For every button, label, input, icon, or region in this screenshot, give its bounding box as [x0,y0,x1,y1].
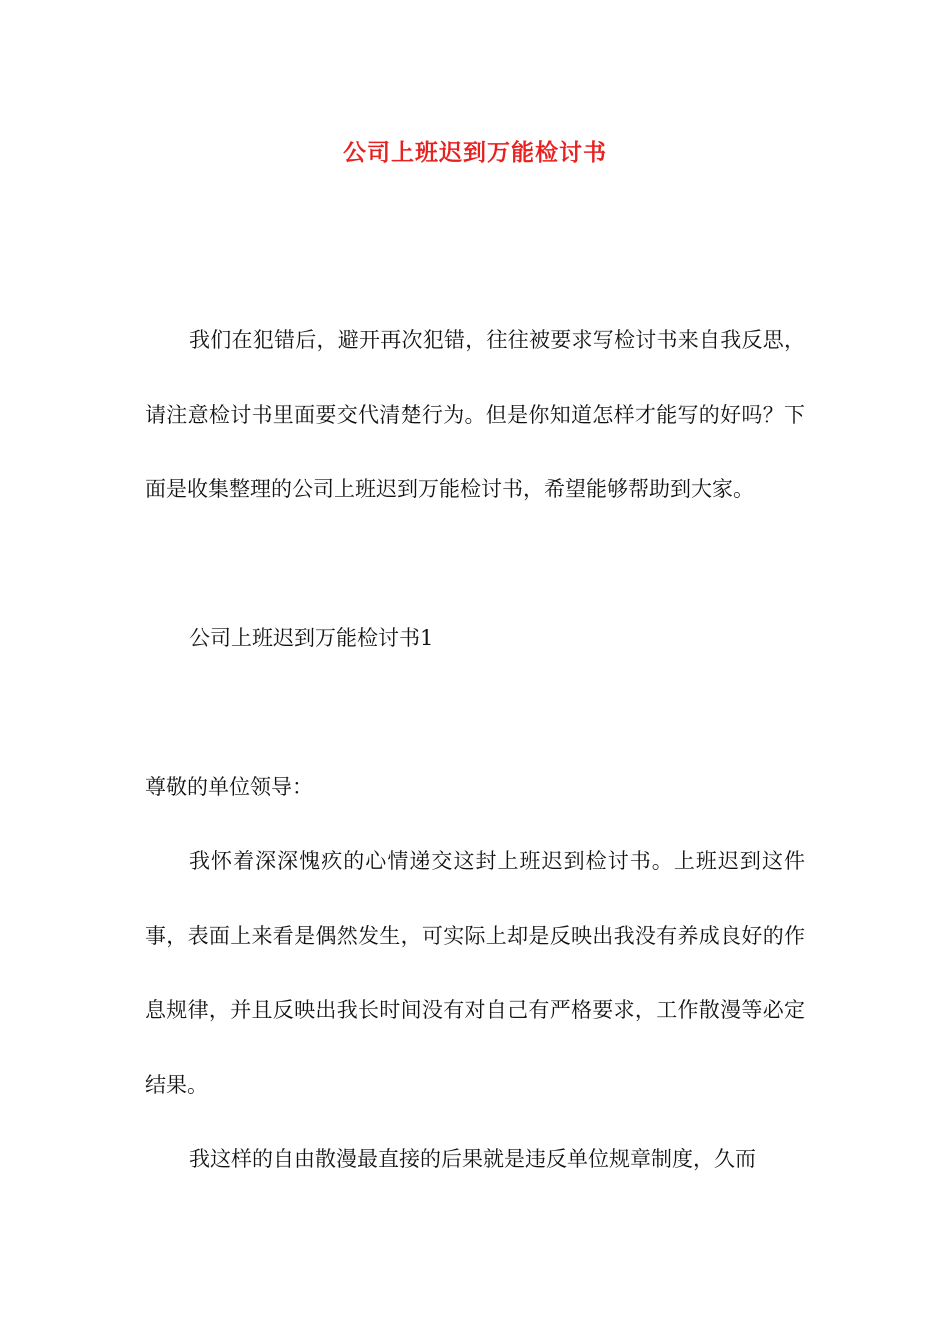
body-paragraph: 我怀着深深愧疚的心情递交这封上班迟到检讨书。上班迟到这件事，表面上来看是偶然发生，可实际上却是反映出我没有养成良好的作息规律，并且反映出我长时间没有对自己有严格要求，工作散漫等必定结果。 [145,849,805,1097]
body-paragraph: 我这样的自由散漫最直接的后果就是违反单位规章制度，久而 [189,1147,756,1171]
salutation: 尊敬的单位领导： [145,775,313,799]
section-heading: 公司上班迟到万能检讨书1 [189,626,434,650]
document-title: 公司上班迟到万能检讨书 [343,139,607,166]
intro-paragraph: 我们在犯错后，避开再次犯错，往往被要求写检讨书来自我反思，请注意检讨书里面要交代清楚行为。但是你知道怎样才能写的好吗？下面是收集整理的公司上班迟到万能检讨书，希望能够帮助到大家。 [145,328,805,501]
